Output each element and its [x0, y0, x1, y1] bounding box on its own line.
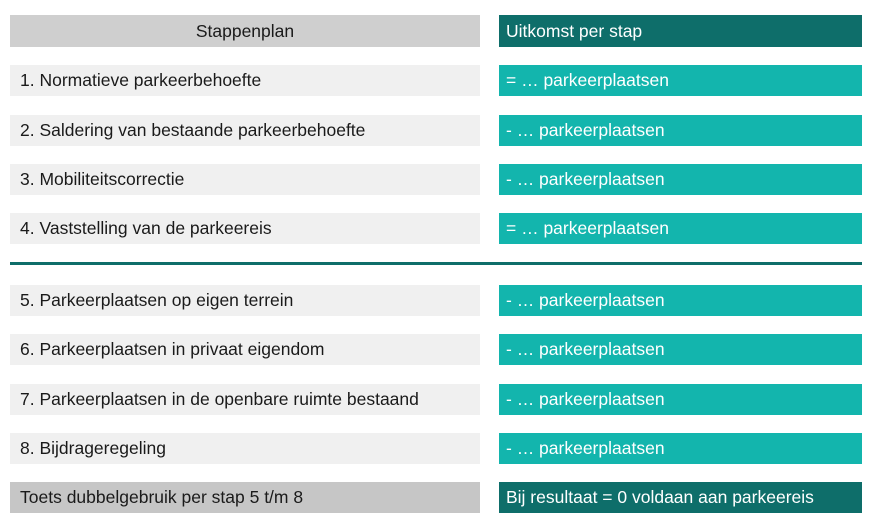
step-7-result: - … parkeerplaatsen [499, 384, 862, 415]
step-8-result: - … parkeerplaatsen [499, 433, 862, 464]
step-3-result: - … parkeerplaatsen [499, 164, 862, 195]
footer-result-label: Bij resultaat = 0 voldaan aan parkeereis [499, 482, 862, 513]
step-8-label: 8. Bijdrageregeling [10, 433, 480, 464]
header-steps-label: Stappenplan [10, 15, 480, 47]
step-6-result: - … parkeerplaatsen [499, 334, 862, 365]
step-1-result: = … parkeerplaatsen [499, 65, 862, 96]
step-4-result: = … parkeerplaatsen [499, 213, 862, 244]
step-5-result: - … parkeerplaatsen [499, 285, 862, 316]
step-5-label: 5. Parkeerplaatsen op eigen terrein [10, 285, 480, 316]
footer-check-label: Toets dubbelgebruik per stap 5 t/m 8 [10, 482, 480, 513]
step-3-label: 3. Mobiliteitscorrectie [10, 164, 480, 195]
step-2-label: 2. Saldering van bestaande parkeerbehoefte [10, 115, 480, 146]
step-2-result: - … parkeerplaatsen [499, 115, 862, 146]
section-divider [10, 262, 862, 265]
step-7-label: 7. Parkeerplaatsen in de openbare ruimte bestaand [10, 384, 480, 415]
step-1-label: 1. Normatieve parkeerbehoefte [10, 65, 480, 96]
step-6-label: 6. Parkeerplaatsen in privaat eigendom [10, 334, 480, 365]
step-4-label: 4. Vaststelling van de parkeereis [10, 213, 480, 244]
header-result-label: Uitkomst per stap [499, 15, 862, 47]
